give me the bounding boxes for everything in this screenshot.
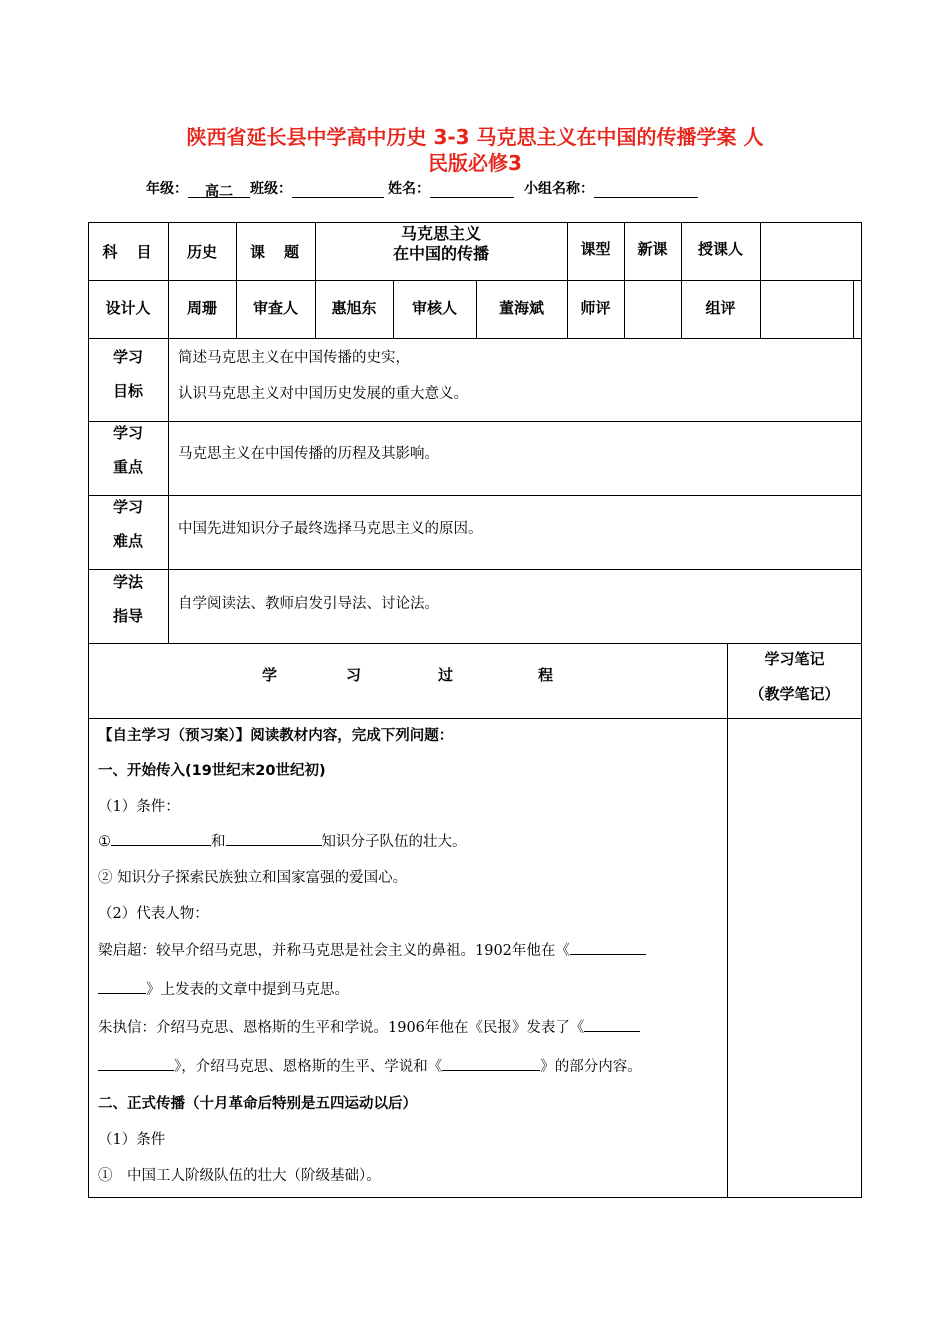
fill-blank-5[interactable] [442,1056,540,1071]
content-condition-2: （2）代表人物： [98,906,209,922]
content-liang-line1 [98,939,646,960]
process-heading-char2: 习 [346,666,362,684]
document-title-line2: 民版必修3 [428,151,522,175]
section-difficulty-line1: 中国先进知识分子最终选择马克思主义的原因。 [178,521,483,537]
fill-blank-4-cont[interactable] [98,1056,174,1071]
content-intro: 【自主学习（预习案）】阅读教材内容，完成下列问题： [98,728,454,744]
type-value: 新课 [637,239,668,258]
checker-label: 审核人 [411,298,457,317]
teacher-value[interactable] [760,222,861,280]
designer-value: 周珊 [186,298,217,317]
group-blank[interactable] [594,181,698,198]
group-eval-value[interactable] [760,280,853,338]
name-blank[interactable] [430,181,514,198]
content-zhu-line2 [98,1055,642,1076]
content-zhu-line1 [98,1016,640,1037]
liang-text-a: 梁启超：较早介绍马克思，并称马克思是社会主义的鼻祖。1902年他在《 [98,943,570,959]
section-goal-line1: 简述马克思主义在中国传播的史实， [178,350,410,366]
item1-and: 和 [211,834,226,850]
document-title-line1: 陕西省延长县中学高中历史 3-3 马克思主义在中国的传播学案 人 [186,125,764,149]
section-difficulty-label-b: 难点 [112,532,143,550]
designer-label: 设计人 [105,298,151,317]
topic-value-line1: 马克思主义 [400,224,481,243]
teacher-eval-label: 师评 [580,298,611,317]
section-method-label-a: 学法 [112,573,143,591]
section-key-label-a: 学习 [112,424,143,442]
section-method-label-b: 指导 [112,607,143,625]
subject-value: 历史 [186,242,217,261]
section-goal-label-a: 学习 [112,348,143,366]
checker-value: 董海斌 [498,298,544,317]
process-heading-char1: 学 [262,666,278,684]
notes-heading-line1: 学习笔记 [764,650,825,668]
section-difficulty-label [88,490,168,558]
section-goal-label-b: 目标 [112,382,143,400]
item1-prefix: ① [98,834,111,850]
process-heading-char4: 程 [538,666,554,684]
section-key-line1: 马克思主义在中国传播的历程及其影响。 [178,446,439,462]
meta-line [146,178,698,198]
section-key-label-b: 重点 [112,458,143,476]
fill-blank-2[interactable] [226,831,322,846]
reviewer-value: 惠旭东 [331,298,377,317]
section-goal-line2: 认识马克思主义对中国历史发展的重大意义。 [178,386,468,402]
content-heading-1: 一、开始传入(19世纪末20世纪初) [98,763,326,779]
fill-blank-1[interactable] [111,831,211,846]
content-condition-1: （1）条件： [98,799,180,815]
teacher-label: 授课人 [697,239,743,258]
fill-blank-4[interactable] [584,1017,640,1032]
process-heading-char3: 过 [438,666,454,684]
group-eval-label: 组评 [705,298,736,317]
content-condition-1-item1 [98,830,467,851]
zhu-text-a: 朱执信：介绍马克思、恩格斯的生平和学说。1906年他在《民报》发表了《 [98,1020,585,1036]
zhu-text-b: 》，介绍马克思、恩格斯的生平、学说和《 [174,1059,443,1075]
liang-text-b: 》上发表的文章中提到马克思。 [146,982,349,998]
topic-value [315,222,567,280]
teacher-eval-value[interactable] [624,280,681,338]
section-goal-label [88,340,168,408]
subject-label: 科 目 [102,242,154,261]
content-liang-line2 [98,978,349,999]
name-label: 姓名： [388,181,430,197]
fill-blank-3-cont[interactable] [98,979,146,994]
content-condition-3-item1: ① 中国工人阶级队伍的壮大（阶级基础）。 [98,1168,381,1184]
section-difficulty-label-a: 学习 [112,498,143,516]
group-label: 小组名称： [524,181,594,197]
content-condition-3: （1）条件 [98,1132,166,1148]
fill-blank-3[interactable] [570,940,646,955]
class-blank[interactable] [292,181,384,198]
item1-suffix: 知识分子队伍的壮大。 [321,834,467,850]
notes-heading-line2: （教学笔记） [749,685,840,703]
zhu-text-c: 》的部分内容。 [540,1059,642,1075]
section-method-line1: 自学阅读法、教师启发引导法、讨论法。 [178,596,439,612]
class-label: 班级： [250,181,292,197]
section-method-label [88,565,168,633]
topic-label: 课 题 [249,242,301,261]
reviewer-label: 审查人 [252,298,298,317]
content-heading-2: 二、正式传播（十月革命后特别是五四运动以后） [98,1096,417,1112]
grade-value[interactable]: 高二 [188,181,250,198]
grade-label: 年级： [146,181,188,197]
section-key-label [88,416,168,484]
topic-value-line2: 在中国的传播 [392,244,489,263]
content-condition-1-item2: ② 知识分子探索民族独立和国家富强的爱国心。 [98,870,408,886]
type-label: 课型 [580,239,611,258]
